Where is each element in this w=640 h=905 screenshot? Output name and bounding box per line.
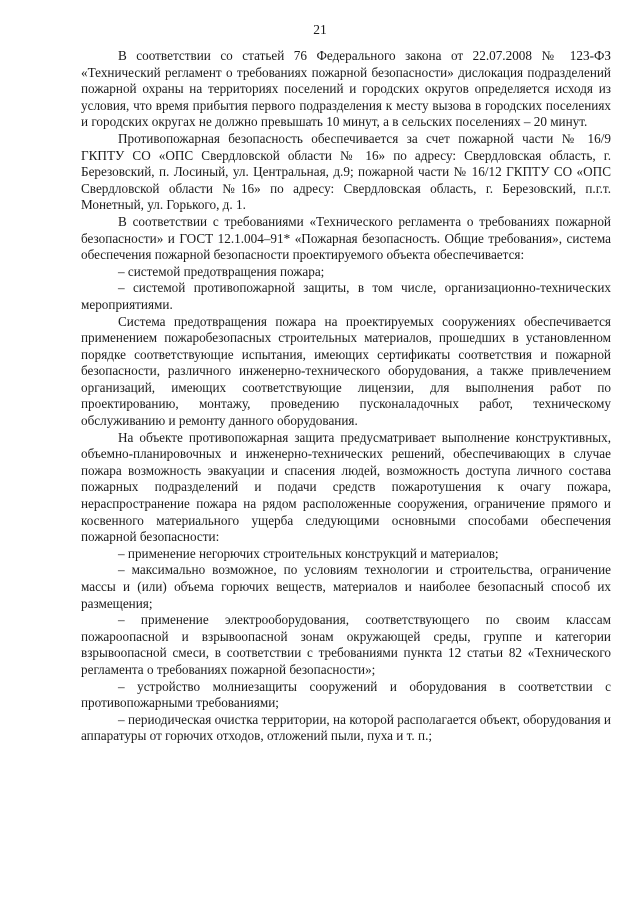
list-item-lightning-protection: – устройство молниезащиты сооружений и оборудования в соответствии с противопожарными требованиями;: [81, 678, 611, 711]
paragraph-fire-response-time: В соответствии со статьей 76 Федерального закона от 22.07.2008 № 123-ФЗ «Технический регламент о требованиях пожарной безопасности» дислокация подразделений пожарной охраны на территориях поселений и городских округов определяется исходя из условия, что время прибытия первого подразделения к месту вызова в городских поселениях и городских округах не должно превышать 10 минут, а в сельских поселениях – 20 минут.: [81, 48, 611, 130]
list-item-electrical-equipment: – применение электрооборудования, соответствующего по своим классам пожароопасной и взрывоопасной зонам окружающей среды, группе и категории взрывоопасной смеси, в соответствии с требованиями пункта 12 статьи 82 «Технического регламента о требованиях пожарной безопасности»;: [81, 612, 611, 677]
list-item-fire-protection-system: – системой противопожарной защиты, в том числе, организационно-технических мероприятиями.: [81, 280, 611, 312]
paragraph-prevention-system: Система предотвращения пожара на проектируемых сооружениях обеспечивается применением пожаробезопасных строительных материалов, прошедших в установленном порядке соответствующие испытания, имеющих сертификаты соответствия и пожарной безопасности, различного инженерно-технического оборудования, а также привлечением организаций, имеющих соответствующие лицензии, для выполнения работ по проектированию, монтажу, проведению пусконаладочных работ, техническому обслуживанию и ремонту данного оборудования.: [81, 313, 611, 429]
list-item-limit-combustibles: – максимально возможное, по условиям технологии и строительства, ограничение массы и (или) объема горючих веществ, материалов и наиболее безопасный способ их размещения;: [81, 562, 611, 611]
document-body: [81, 48, 611, 745]
page-number: 21: [313, 22, 327, 37]
paragraph-fire-stations: Противопожарная безопасность обеспечивается за счет пожарной части № 16/9 ГКПТУ СО «ОПС Свердловской области № 16» по адресу: Свердловская область, г. Березовский, п. Лосиный, ул. Центральная, д.9; пожарной части № 16/12 ГКПТУ СО «ОПС Свердловской области №16» по адресу: Свердловская область, г. Березовский, п.г.т. Монетный, ул. Горького, д. 1.: [81, 130, 611, 213]
list-item-fire-prevention-system: – системой предотвращения пожара;: [118, 263, 325, 279]
list-item-noncombustible-materials: – применение негорючих строительных конструкций и материалов;: [118, 545, 499, 561]
paragraph-fire-protection: На объекте противопожарная защита предусматривает выполнение конструктивных, объемно-планировочных и инженерно-технических решений, обеспечивающих в случае пожара возможность эвакуации и спасения людей, возможность доступа личного состава пожарных подразделений и подачи средств пожаротушения к очагу пожара, нераспространение пожара на рядом расположенные сооружения, ограничение прямого и косвенного материального ущерба следующими основными способами обеспечения пожарной безопасности:: [81, 429, 611, 545]
list-item-territory-cleaning: – периодическая очистка территории, на которой располагается объект, оборудования и аппаратуры от горючих отходов, отложений пыли, пуха и т. п.;: [81, 711, 611, 744]
paragraph-requirements: В соответствии с требованиями «Технического регламента о требованиях пожарной безопасности» и ГОСТ 12.1.004–91* «Пожарная безопасность. Общие требования», система обеспечения пожарной безопасности проектируемого объекта обеспечивается:: [81, 213, 611, 263]
